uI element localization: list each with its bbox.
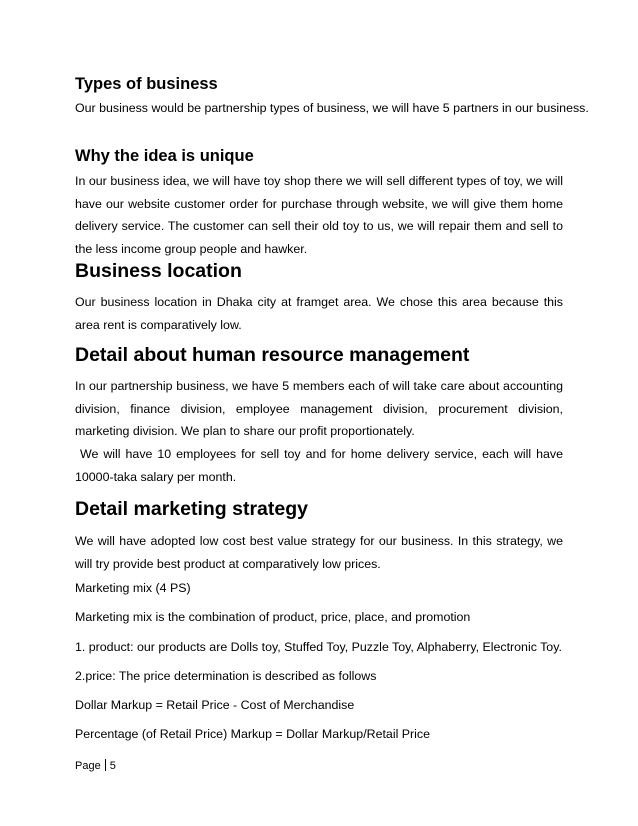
paragraph-marketing-mix-title: Marketing mix (4 PS) — [75, 581, 191, 595]
paragraph-marketing-mix-text: Marketing mix is the combination of product, price, place, and promotion — [75, 610, 471, 624]
heading-business-location: Business location — [75, 260, 242, 282]
paragraph-business-location: Our business location in Dhaka city at framget area. We chose this area because this area rent is comparatively low. — [75, 295, 563, 332]
heading-types-of-business: Types of business — [75, 75, 218, 93]
heading-human-resource: Detail about human resource management — [75, 344, 470, 366]
heading-why-unique: Why the idea is unique — [75, 147, 254, 165]
paragraph-product-line: 1. product: our products are Dolls toy, Stuffed Toy, Puzzle Toy, Alphaberry, Electronic Toy. — [75, 640, 562, 654]
footer-separator — [105, 759, 106, 771]
heading-marketing-strategy: Detail marketing strategy — [75, 498, 309, 520]
paragraph-human-resource-1: In our partnership business, we have 5 members each of will take care about accounting division, finance division, employee management division, procurement division, marketing division. We plan to share our profit proportionately. — [75, 379, 563, 439]
paragraph-types-of-business: Our business would be partnership types of business, we will have 5 partners in our business. — [75, 101, 589, 115]
paragraph-marketing-strategy: We will have adopted low cost best value strategy for our business. In this strategy, we will try provide best product at comparatively low prices. — [75, 534, 563, 571]
footer-page-number: 5 — [109, 760, 116, 772]
footer-page-label: Page — [75, 760, 101, 772]
paragraph-why-unique: In our business idea, we will have toy shop there we will sell different types of toy, we will have our website customer order for purchase through website, we will give them home delivery service. The customer can sell their old toy to us, we will repair them and sell to the less income group people and hawker. — [75, 174, 563, 256]
paragraph-price-line: 2.price: The price determination is described as follows — [75, 669, 377, 683]
paragraph-human-resource-2: We will have 10 employees for sell toy and for home delivery service, each will have 10000-taka salary per month. — [75, 447, 567, 484]
paragraph-dollar-markup: Dollar Markup = Retail Price - Cost of Merchandise — [75, 698, 355, 712]
paragraph-percentage-markup: Percentage (of Retail Price) Markup = Dollar Markup/Retail Price — [75, 727, 430, 741]
page-footer — [75, 759, 116, 773]
